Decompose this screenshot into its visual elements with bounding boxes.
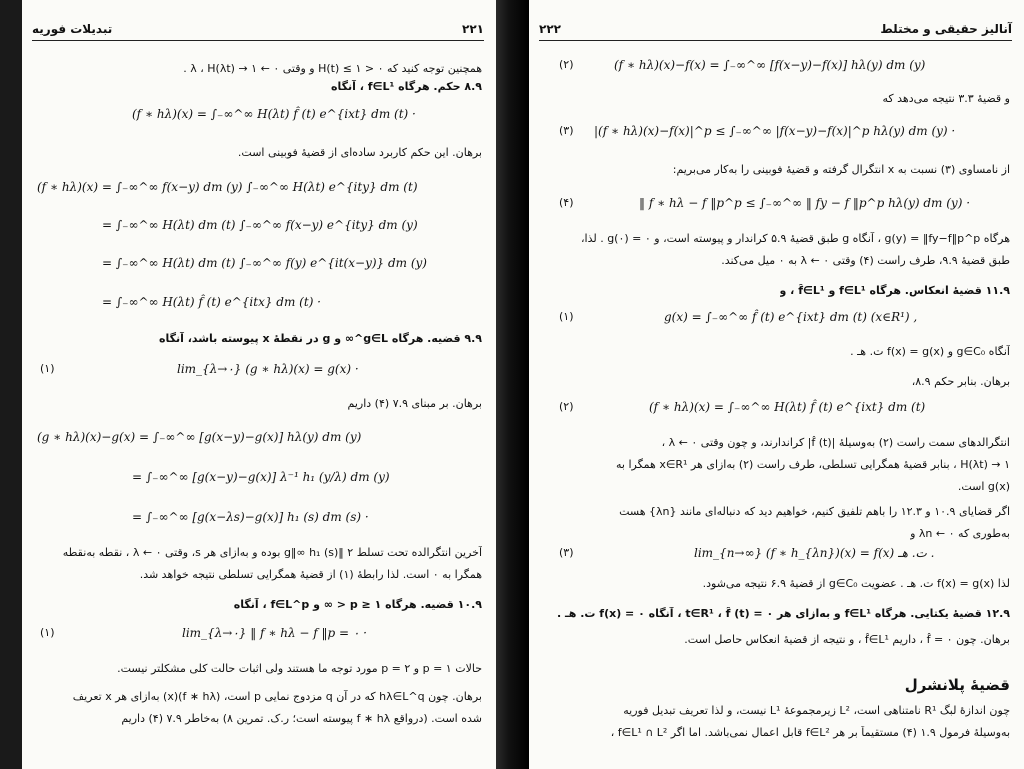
text-line: همچنین توجه کنید که H(t) ≤ ۱ > ۰ و وقتی ۰ ← λ ، H(λt) → ۱ . [183, 62, 482, 75]
equation: (f ∗ hλ)(x)−f(x) = ∫₋∞^∞ [f(x−y)−f(x)] hλ(y) dm (y) [614, 58, 926, 72]
equation: lim_{λ→۰} ‖ f ∗ hλ − f ‖p = ۰ · [182, 626, 367, 640]
equation-number: (۱) [559, 310, 574, 323]
equation: (f ∗ hλ)(x) = ∫₋∞^∞ f(x−y) dm (y) ∫₋∞^∞ H(λt) e^{ity} dm (t) [37, 180, 418, 194]
equation-number: (۱) [40, 362, 55, 375]
right-page-number: ۲۲۲ [539, 22, 561, 36]
right-page-header [539, 20, 1012, 41]
text-line: انتگرالدهای سمت راست (۲) به‌وسیلهٔ |f̂ (t)| کراندارند، و چون وقتی ۰ ← λ ، [661, 436, 1010, 449]
equation-number: (۲) [559, 58, 574, 71]
text-line: برهان. بر مبنای ۷.۹ (۴) داریم [347, 397, 482, 410]
equation: = ∫₋∞^∞ H(λt) f̂ (t) e^{itx} dm (t) · [102, 295, 321, 309]
left-page-number: ۲۲۱ [462, 22, 484, 36]
equation: = ∫₋∞^∞ [g(x−y)−g(x)] λ⁻¹ h₁ (y/λ) dm (y) [132, 470, 390, 484]
text-line: به‌وسیلهٔ فرمول ۱.۹ (۴) مستقیماً بر هر f∈L² قابل اعمال نمی‌باشد. اما اگر f∈L¹ ∩ L² ، [610, 726, 1010, 739]
theorem-statement: ۱۰.۹ قضیه. هرگاه ۱ ≤ p < ∞ و f∈L^p ، آنگاه [233, 598, 482, 611]
text-line: H(λt) → ۱ ، بنابر قضیهٔ همگرایی تسلطی، طرف راست (۲) به‌ازای هر x∈R¹ همگرا به [616, 458, 1010, 471]
text-line: برهان. این حکم کاربرد ساده‌ای از قضیهٔ فوبینی است. [237, 146, 482, 159]
text-line: g(x) است. [957, 480, 1010, 493]
equation: lim_{λ→۰} (g ∗ hλ)(x) = g(x) · [177, 362, 359, 376]
section-heading: قضیهٔ پلانشرل [904, 676, 1010, 694]
equation: lim_{n→∞} (f ∗ h_{λn})(x) = f(x) ت. هـ . [694, 546, 935, 560]
equation-number: (۴) [559, 196, 574, 209]
theorem-statement: ۱۱.۹ قضیهٔ انعکاس. هرگاه f∈L¹ و f̂∈L¹ ، و [779, 284, 1010, 297]
text-line: هرگاه g(y) = ‖fy−f‖p^p ، آنگاه g طبق قضیهٔ ۵.۹ کراندار و پیوسته است، و g(۰) = ۰ . لذا، [580, 232, 1010, 245]
equation: (f ∗ hλ)(x) = ∫₋∞^∞ H(λt) f̂ (t) e^{ixt} dm (t) [649, 400, 926, 414]
text-line: لذا f(x) = g(x) ت. هـ . عضویت g∈C₀ از قضیهٔ ۶.۹ نتیجه می‌شود. [702, 577, 1010, 590]
text-line: حالات p = ۱ و p = ۲ مورد توجه ما هستند ولی اثبات حالت کلی مشکلتر نیست. [117, 662, 482, 675]
text-line: شده است. (درواقع f ∗ hλ پیوسته است؛ ر.ک. تمرین ۸) به‌خاطر ۷.۹ (۴) داریم [121, 712, 482, 725]
text-line: آخرین انتگرالده تحت تسلط ۲ ‖g‖∞ h₁ (s) بوده و به‌ازای هر s، وقتی ۰ ← λ ، نقطه به‌نقطه [62, 546, 482, 559]
book-gutter [496, 0, 529, 769]
equation: |(f ∗ hλ)(x)−f(x)|^p ≤ ∫₋∞^∞ |f(x−y)−f(x)|^p hλ(y) dm (y) · [594, 124, 956, 138]
right-page [529, 0, 1024, 769]
equation: = ∫₋∞^∞ H(λt) dm (t) ∫₋∞^∞ f(x−y) e^{ity} dm (y) [102, 218, 418, 232]
text-line: همگرا به ۰ است. لذا رابطهٔ (۱) از قضیهٔ همگرایی تسلطی نتیجه خواهد شد. [139, 568, 482, 581]
equation-number: (۳) [559, 546, 574, 559]
text-line: به‌طوری که ۰ ← λn و [910, 527, 1010, 540]
text-line: از نامساوی (۳) نسبت به x انتگرال گرفته و قضیهٔ فوبینی را به‌کار می‌بریم: [672, 163, 1010, 176]
left-page-header [32, 20, 484, 41]
left-page-title: تبدیلات فوریه [32, 22, 113, 36]
equation-number: (۱) [40, 626, 55, 639]
theorem-statement: ۸.۹ حکم. هرگاه f∈L¹ ، آنگاه [331, 80, 482, 93]
equation: = ∫₋∞^∞ H(λt) dm (t) ∫₋∞^∞ f(y) e^{it(x−y)} dm (y) [102, 256, 427, 270]
text-line: برهان. چون f̂ = ۰ ، داریم f̂∈L¹ ، و نتیجه از قضیهٔ انعکاس حاصل است. [684, 633, 1010, 646]
equation: (g ∗ hλ)(x)−g(x) = ∫₋∞^∞ [g(x−y)−g(x)] hλ(y) dm (y) [37, 430, 362, 444]
text-line: طبق قضیهٔ ۹.۹، طرف راست (۴) وقتی ۰ ← λ به ۰ میل می‌کند. [721, 254, 1010, 267]
text-line: چون اندازهٔ لبگ R¹ نامتناهی است، L² زیرمجموعهٔ L¹ نیست، و لذا تعریف تبدیل فوریه [623, 704, 1010, 717]
text-line: اگر قضایای ۱۰.۹ و ۱۲.۳ را باهم تلفیق کنیم، خواهیم دید که دنباله‌ای مانند {λn} هست [619, 505, 1010, 518]
text-line: برهان. بنابر حکم ۸.۹، [911, 375, 1010, 388]
equation-number: (۳) [559, 124, 574, 137]
equation: (f ∗ hλ)(x) = ∫₋∞^∞ H(λt) f̂ (t) e^{ixt} dm (t) · [132, 107, 416, 121]
theorem-statement: ۹.۹ قضیه. هرگاه g∈L^∞ و g در نقطهٔ x پیوسته باشد، آنگاه [158, 332, 482, 345]
text-line: برهان. چون hλ∈L^q که در آن q مزدوج نمایی p است، (f ∗ hλ)(x) به‌ازای هر x تعریف [72, 690, 482, 703]
text-line: آنگاه g∈C₀ و f(x) = g(x) ت. هـ . [850, 345, 1010, 358]
equation-number: (۲) [559, 400, 574, 413]
text-line: و قضیهٔ ۳.۳ نتیجه می‌دهد که [882, 92, 1010, 105]
theorem-statement: ۱۲.۹ قضیهٔ یکتایی. هرگاه f∈L¹ و به‌ازای هر t∈R¹ ، f̂ (t) = ۰ ، آنگاه f(x) = ۰ ت. هـ . [557, 607, 1010, 620]
equation: ‖ f ∗ hλ − f ‖p^p ≤ ∫₋∞^∞ ‖ fy − f ‖p^p hλ(y) dm (y) · [639, 196, 971, 210]
equation: g(x) = ∫₋∞^∞ f̂ (t) e^{ixt} dm (t) (x∈R¹) , [664, 310, 918, 324]
right-page-title: آنالیز حقیقی و مختلط [880, 22, 1012, 36]
equation: = ∫₋∞^∞ [g(x−λs)−g(x)] h₁ (s) dm (s) · [132, 510, 369, 524]
left-page [22, 0, 496, 769]
